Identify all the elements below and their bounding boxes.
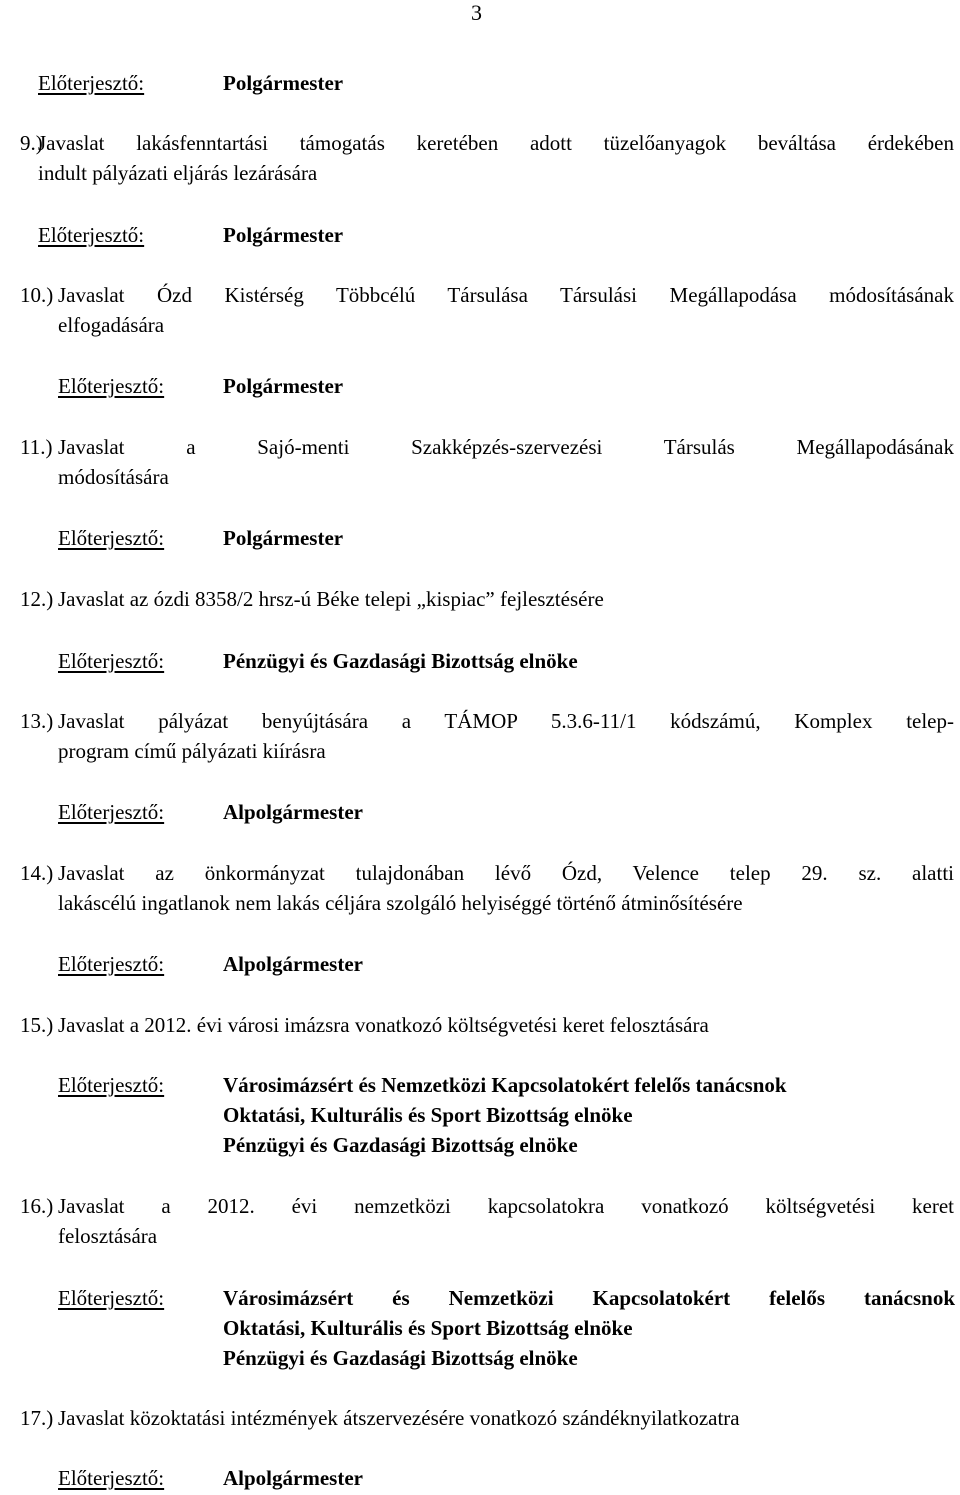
presenter-value: Polgármester [223, 223, 344, 247]
item-number: 11.) [20, 435, 53, 459]
presenter-value: Városimázsért és Nemzetközi Kapcsolatokért felelős tanácsnok [223, 1286, 955, 1310]
item-title-line1: Javaslat a 2012. évi nemzetközi kapcsolatokra vonatkozó költségvetési keret [58, 1194, 954, 1218]
item-number: 16.) [20, 1194, 54, 1218]
presenter-label: Előterjesztő: [58, 952, 165, 976]
item-number: 12.) [20, 587, 54, 611]
presenter-value: Pénzügyi és Gazdasági Bizottság elnöke [223, 1346, 578, 1370]
item-title-line1: Javaslat lakásfenntartási támogatás keretében adott tüzelőanyagok beváltása érdekében [38, 131, 954, 155]
item-number: 15.) [20, 1013, 54, 1037]
presenter-label: Előterjesztő: [58, 800, 165, 824]
presenter-value: Oktatási, Kulturális és Sport Bizottság elnöke [223, 1103, 633, 1127]
item-number: 13.) [20, 709, 54, 733]
presenter-value: Oktatási, Kulturális és Sport Bizottság elnöke [223, 1316, 633, 1340]
presenter-label: Előterjesztő: [58, 526, 165, 550]
presenter-value: Városimázsért és Nemzetközi Kapcsolatokért felelős tanácsnok [223, 1073, 787, 1097]
item-title-line1: Javaslat pályázat benyújtására a TÁMOP 5.3.6-11/1 kódszámú, Komplex telep- [58, 709, 954, 733]
item-title-line2: program című pályázati kiírásra [58, 739, 326, 763]
presenter-value: Polgármester [223, 526, 344, 550]
presenter-value: Alpolgármester [223, 1466, 363, 1490]
presenter-label: Előterjesztő: [38, 223, 145, 247]
presenter-label: Előterjesztő: [58, 1466, 165, 1490]
presenter-label: Előterjesztő: [38, 71, 145, 95]
item-title-line1: Javaslat Ózd Kistérség Többcélú Társulása Társulási Megállapodása módosításának [58, 283, 954, 307]
presenter-list [223, 1070, 787, 1160]
presenter-label: Előterjesztő: [58, 1286, 165, 1310]
item-title-line1: Javaslat a 2012. évi városi imázsra vonatkozó költségvetési keret felosztására [58, 1013, 709, 1037]
presenter-value: Alpolgármester [223, 800, 363, 824]
presenter-value: Polgármester [223, 374, 344, 398]
item-title-line1: Javaslat közoktatási intézmények átszervezésére vonatkozó szándéknyilatkozatra [58, 1406, 740, 1430]
presenter-label: Előterjesztő: [58, 649, 165, 673]
presenter-list [223, 1283, 955, 1373]
presenter-value: Pénzügyi és Gazdasági Bizottság elnöke [223, 1133, 578, 1157]
presenter-value: Polgármester [223, 71, 344, 95]
item-title-line1: Javaslat az önkormányzat tulajdonában lévő Ózd, Velence telep 29. sz. alatti [58, 861, 954, 885]
item-number: 10.) [20, 283, 54, 307]
item-number: 9.) [20, 131, 43, 155]
presenter-value: Alpolgármester [223, 952, 363, 976]
presenter-label: Előterjesztő: [58, 374, 165, 398]
page-number: 3 [471, 0, 482, 25]
item-title-line2: indult pályázati eljárás lezárására [38, 161, 318, 185]
item-title-line1: Javaslat az ózdi 8358/2 hrsz-ú Béke telepi „kispiac” fejlesztésére [58, 587, 604, 611]
item-title-line2: elfogadására [58, 313, 165, 337]
presenter-label: Előterjesztő: [58, 1073, 165, 1097]
item-number: 14.) [20, 861, 54, 885]
item-number: 17.) [20, 1406, 54, 1430]
item-title-line1: Javaslat a Sajó-menti Szakképzés-szervezési Társulás Megállapodásának [58, 435, 954, 459]
item-title-line2: módosítására [58, 465, 169, 489]
item-title-line2: lakáscélú ingatlanok nem lakás céljára szolgáló helyiséggé történő átminősítésére [58, 891, 743, 915]
presenter-value: Pénzügyi és Gazdasági Bizottság elnöke [223, 649, 578, 673]
item-title-line2: felosztására [58, 1224, 158, 1248]
